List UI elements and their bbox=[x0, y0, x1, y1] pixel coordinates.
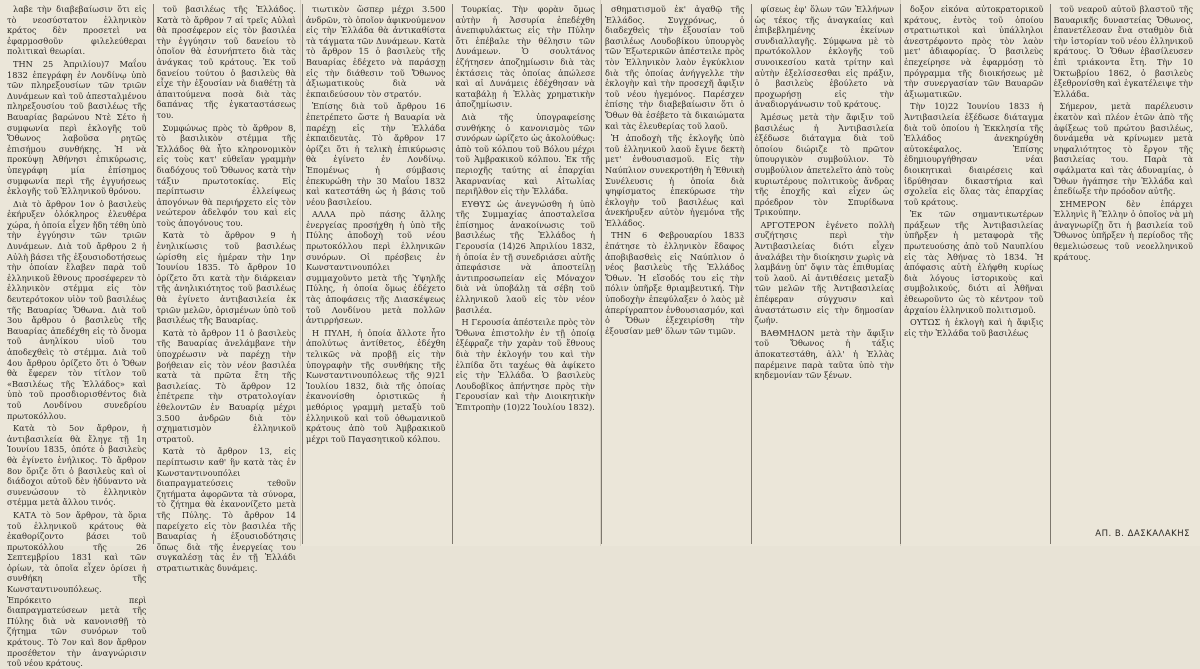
paragraph: ΣΗΜΕΡΟΝ δὲν ἐπάρχει Ἑλληνὶς ἢ Ἕλλην ὁ ὁποῖος νὰ μὴ ἀναγνωρίζῃ ὅτι ἡ βασιλεία τοῦ Ὄθωνος ὑπῆρξεν ἡ περίοδος τῆς θεμελιώσεως τοῦ νεοελληνικοῦ κράτους. bbox=[1053, 198, 1193, 262]
column-7 bbox=[900, 4, 1047, 544]
paragraph: Διὰ τὸ ἄρθρον 1ον ὁ βασιλεὺς ἐκήρυξεν ὁλόκληρος ἐλευθέρα χώρα, ἡ ὁποία εἶχεν ἤδη τέθη ὑπὸ τὴν ἐγγύησιν τῶν τριῶν Δυνάμεων. Διὰ τοῦ ἄρθρου 2 ἡ Αὐλὴ βάσει τῆς ἐξουσιοδοτήσεως τὴν ὁποίαν ἔλαβεν παρὰ τοῦ ἑλληνικοῦ ἔθνους προσέφερεν τὸ ἑλληνικὸν στέμμα εἰς τὸν δευτερότοκον υἱὸν τοῦ βασιλέως τῆς Βαυαρίας Ὄθωνα. Διὰ τοῦ 3ου ἄρθρου ὁ βασιλεὺς τῆς Βαυαρίας ἀπεδέχθη εἰς τὸ ὄνομα τοῦ ἀνηλίκου υἱοῦ του ἀποδεχθεὶς τὸ στέμμα. Διὰ τοῦ 4ου ἄρθρου ὁρίζετο ὅτι ὁ Ὄθων θὰ ἔφερεν τὸν τίτλον τοῦ «Βασιλέως τῆς Ἑλλάδος» καὶ ὑπὸ τοῦ προσδιορισθέντος διὰ τοῦ Λονδίνου συνεδρίου πρωτοκόλλου. bbox=[7, 198, 147, 421]
column-5 bbox=[601, 4, 748, 544]
author-signature: ΑΠ. Β. ΔΑΣΚΑΛΑΚΗΣ bbox=[1095, 529, 1190, 540]
paragraph: Συμφώνως πρὸς τὸ ἄρθρον 8, τὸ βασιλικὸν στέμμα τῆς Ἑλλάδος θὰ ἦτο κληρονομικὸν εἰς τοὺς κατ' εὐθεῖαν γραμμὴν διαδόχους τοῦ Ὄθωνος κατὰ τὴν τάξιν πρωτοτοκίας. Εἰς περίπτωσιν ἐλλείψεως ἀπογόνων θὰ περιήρχετο εἰς τὸν νεώτερον ἀδελφόν του καὶ εἰς τοὺς ἀπογόνους του. bbox=[156, 122, 296, 228]
paragraph: τοῦ νεαροῦ αὐτοῦ βλαστοῦ τῆς Βαυαρικῆς δυναστείας Ὄθωνος, ἐπανετέλεσαν ἕνα σταθμὸν διὰ τὴν ἱστορίαν τοῦ νέου ἑλληνικοῦ κράτους. Ὁ Ὄθων ἐβασίλευσεν ἐπὶ τριάκοντα ἔτη. Τὴν 10 Ὀκτωβρίου 1862, ὁ βασιλεὺς ἐξεθρονίσθη καὶ ἐγκατέλειψε τὴν Ἑλλάδα. bbox=[1053, 4, 1194, 99]
column-6 bbox=[751, 4, 898, 544]
column-2 bbox=[153, 4, 300, 573]
paragraph: Κατὰ τὸ ἄρθρον 9 ἡ ἐνηλικίωσις τοῦ βασιλέως ὡρίσθη εἰς ἡμέραν τὴν 1ην Ἰουνίου 1835. Τὸ ἄρθρον 10 ὁρίζετο ὅτι κατὰ τὴν διάρκειαν τῆς ἀνηλικιότητος τοῦ βασιλέως θὰ ἐγίνετο ἀντιβασιλεία ἐκ τριῶν μελῶν, ὁρισμένων ὑπὸ τοῦ βασιλέως τῆς Βαυαρίας. bbox=[156, 230, 296, 326]
paragraph: Κατὰ τὸ ἄρθρον 11 ὁ βασιλεὺς τῆς Βαυαρίας ἀνελάμβανε τὴν ὑποχρέωσιν νὰ παρέχῃ τὴν βοήθειαν εἰς τὸν νέον βασιλέα κατὰ τὰ πρῶτα ἔτη τῆς βασιλείας. Τὸ ἄρθρον 12 ἐπέτρεπε τὴν στρατολογίαν ἐθελοντῶν ἐν Βαυαρίᾳ μέχρι 3.500 ἀνδρῶν διὰ τὸν σχηματισμὸν ἑλληνικοῦ στρατοῦ. bbox=[156, 327, 296, 444]
paragraph: δοξον εἰκόνα αὐτοκρατορικοῦ κράτους, ἐντὸς τοῦ ὁποίου στρατιωτικοὶ καὶ ὑπάλληλοι ἀνεστρέφοντο πρὸς τὸν λαὸν μετ' ἀδιαφορίας. Ὁ βασιλεὺς ἐπεχείρησε νὰ ἐφαρμόσῃ τὸ πρόγραμμα τῆς διοικήσεως μὲ τὴν συνεργασίαν τῶν Βαυαρῶν ἀξιωματικῶν. bbox=[904, 4, 1044, 99]
paragraph: ΕΥΘΥΣ ὡς ἀνεγνώσθη ἡ ὑπὸ τῆς Συμμαχίας ἀποσταλεῖσα ἐπίσημος ἀνακοίνωσις τοῦ βασιλέως τῆς Ἑλλάδος ἡ Γερουσία (14)26 Ἀπριλίου 1832, ἡ ὁποία ἐν τῇ συνεδριάσει αὐτῆς ἀπεφάσισε νὰ ἀποστείλῃ ἀντιπροσωπείαν εἰς Μόναχον διὰ νὰ ὑποβάλῃ τὰ σέβη τοῦ ἑλληνικοῦ λαοῦ εἰς τὸν νέον βασιλέα. bbox=[455, 198, 595, 315]
paragraph: Η Γερουσία ἀπέστειλε πρὸς τὸν Ὄθωνα ἐπιστολὴν ἐν τῇ ὁποίᾳ ἐξέφραζε τὴν χαρὰν τοῦ ἔθνους διὰ τὴν ἐκλογήν του καὶ τὴν ἐλπίδα ὅτι ταχέως θὰ ἀφίκετο εἰς τὴν Ἑλλάδα. Ὁ βασιλεὺς Λουδοβῖκος ἀπήντησε πρὸς τὴν Γερουσίαν καὶ τὴν Διοικητικὴν Ἐπιτροπὴν (10)22 Ἰουλίου 1832). bbox=[455, 317, 595, 412]
paragraph: τοῦ βασιλέως τῆς Ἑλλάδος. Κατὰ τὸ ἄρθρον 7 αἱ τρεῖς Αὐλαὶ θὰ προσέφερον εἰς τὸν βασιλέα τὴν ἐγγύησιν τοῦ δανείου τὸ ὁποῖον θὰ ἐσυνήπτετο διὰ τὰς ἀνάγκας τοῦ κράτους. Ἐκ τοῦ δανείου τούτου ὁ βασιλεὺς θὰ εἶχε τὴν ἐξουσίαν νὰ διαθέτῃ τὰ ἀπαιτούμενα ποσὰ διὰ τὰς δαπάνας τῆς ἐγκαταστάσεως του. bbox=[156, 4, 296, 120]
article-body bbox=[4, 4, 1196, 669]
paragraph: ΤΗΝ 25 Ἀπριλίου)7 Μαΐου 1832 ἐπεγράφη ἐν Λονδίνῳ ὑπὸ τῶν πληρεξουσίων τῶν τριῶν Δυνάμεων καὶ τοῦ ἀπεσταλμένου πληρεξουσίου τοῦ βασιλέως τῆς Βαυαρίας βαρώνου Ντὲ Σέτο ἡ συμφωνία περὶ ἐκλογῆς τοῦ Ὄθωνος λαβοῦσα ρητῶς ἐπισήμου συνθήκης. Ἡ νὰ προκύψῃ Ἀθήνησι ἐπικύρωσις, ὑπεγράφη μία ἐπίσημος συμφωνία περὶ τῆς ἐγγυήσεως ἐκλογῆς τοῦ Ἑλληνικοῦ θρόνου. bbox=[7, 58, 147, 197]
paragraph: σθηματισμοῦ ἐκ' ἀγαθῷ τῆς Ἑλλάδος. Συγχρόνως, ὁ διαδεχθεὶς τὴν ἐξουσίαν τοῦ βασιλέως Λουδοβίκου ὑπουργὸς τῶν Ἐξωτερικῶν ἀπέστειλε πρὸς τὸν Ἑλληνικὸν λαὸν ἐγκύκλιον διὰ τῆς ὁποίας ἀνήγγελλε τὴν ἐκλογὴν καὶ τὴν προσεχῆ ἄφιξιν τοῦ νέου ἡγεμόνος. Παρέσχεν ἐπίσης τὴν διαβεβαίωσιν ὅτι ὁ Ὄθων θὰ ἐσέβετο τὰ δικαιώματα καὶ τὰς ἐλευθερίας τοῦ λαοῦ. bbox=[605, 4, 745, 131]
paragraph: φίσεως ἐφ' ὅλων τῶν Ἑλλήνων ὡς τέκος τῆς ἀναγκαίας καὶ ἐπιβεβλημένης ἐκείνων συνδιαλλαγῆς. Σύμφωνα μὲ τὸ πρωτόκολλον ἐκλογῆς τοῦ συνοικεσίου κατὰ τρίτην καὶ αὐτὴν ἐξελίσσεσθαι εἰς πράξιν, ὁ βασιλεὺς ἐβούλετο νὰ προχωρήσῃ εἰς τὴν ἀναδιοργάνωσιν τοῦ κράτους. bbox=[754, 4, 894, 110]
paragraph: ΑΛΛΑ πρὸ πάσης ἄλλης ἐνεργείας προσήχθη ἡ ὑπὸ τῆς Πύλης ἀποδοχὴ τοῦ νέου πρωτοκόλλου περὶ ἑλληνικῶν συνόρων. Οἱ πρέσβεις ἐν Κωνσταντινουπόλει συμμαχοῦντο μετὰ τῆς Ὑψηλῆς Πύλης, ἡ ὁποία ὅμως ἐδέχετο τὰς ἀποφάσεις τῆς Διασκέψεως τοῦ Λονδίνου μετὰ πολλῶν ἀντιρρήσεων. bbox=[306, 209, 446, 326]
paragraph: Τὴν 10)22 Ἰουνίου 1833 ἡ Ἀντιβασιλεία ἐξέδωσε διάταγμα διὰ τοῦ ὁποίου ἡ Ἐκκλησία τῆς Ἑλλάδος ἀνεκηρύχθη αὐτοκέφαλος. Ἐπίσης ἐδημιουργήθησαν νέαι διοικητικαὶ διαιρέσεις καὶ ἱδρύθησαν δικαστήρια καὶ σχολεῖα εἰς ὅλας τὰς ἐπαρχίας τοῦ κράτους. bbox=[904, 101, 1044, 207]
paragraph: ΑΡΓΟΤΕΡΟΝ ἐγένετο πολλὴ συζήτησις περὶ τὴν Ἀντιβασιλείας διότι εἶχεν ἀναλάβει τὴν διοίκησιν χωρὶς νὰ λαμβάνῃ ὑπ' ὄψιν τὰς ἐπιθυμίας τοῦ λαοῦ. Αἱ ἀντιθέσεις μεταξὺ τῶν μελῶν τῆς Ἀντιβασιλείας ἐπέφεραν σύγχυσιν καὶ ἀναστάτωσιν εἰς τὴν δημοσίαν ζωήν. bbox=[754, 219, 894, 326]
paragraph: Η ΠΥΛΗ, ἡ ὁποία ἄλλοτε ἦτο ἀπολύτως ἀντίθετος, ἐδέχθη τελικῶς νὰ προβῇ εἰς τὴν ὑπογραφὴν τῆς συνθήκης τῆς Κωνσταντινουπόλεως τῆς 9)21 Ἰουλίου 1832, διὰ τῆς ὁποίας ἐκανονίσθη ὁριστικῶς ἡ μεθόριος γραμμὴ μεταξὺ τοῦ ἑλληνικοῦ καὶ τοῦ ὀθωμανικοῦ κράτους ἀπὸ τοῦ Ἀμβρακικοῦ μέχρι τοῦ Παγασητικοῦ κόλπου. bbox=[306, 327, 446, 444]
paragraph: Ἐκ τῶν σημαντικωτέρων πράξεων τῆς Ἀντιβασιλείας ὑπῆρξεν ἡ μεταφορὰ τῆς πρωτευούσης ἀπὸ τοῦ Ναυπλίου εἰς τὰς Ἀθήνας τὸ 1834. Ἡ ἀπόφασις αὐτὴ ἐλήφθη κυρίως διὰ λόγους ἱστορικοὺς καὶ συμβολικούς, διότι αἱ Ἀθῆναι ἐθεωροῦντο ὡς τὸ κέντρον τοῦ ἀρχαίου ἑλληνικοῦ πολιτισμοῦ. bbox=[904, 209, 1044, 315]
paragraph: Ἐπίσης διὰ τοῦ ἄρθρου 16 ἐπετρέπετο ὥστε ἡ Βαυαρία νὰ παρέχῃ εἰς τὴν Ἑλλάδα ἐκπαιδευτὰς. Τὸ ἄρθρον 17 ὁρίζει ὅτι ἡ τελικὴ ἐπικύρωσις θὰ ἐγίνετο ἐν Λονδίνῳ. Ἑπομένως ἡ σύμβασις ἐπεκυρώθη τὴν 30 Μαΐου 1832 καὶ κατεστάθη ὡς ἡ βάσις τοῦ νέου βασιλείου. bbox=[306, 101, 446, 207]
paragraph: λαβε τὴν διαβεβαίωσιν ὅτι εἰς τὸ νεοσύστατον ἑλληνικὸν κράτος δὲν προσετεὶ να ἐφαρμοσθοῦν φιλελεύθεραι πολιτικαὶ θεωρίαι. bbox=[7, 4, 147, 57]
paragraph: τιωτικὸν ὥσπερ μέχρι 3.500 ἀνδρῶν, τὸ ὁποῖον ἀφικνούμενον εἰς τὴν Ἑλλάδα θὰ ἀντικαθίστα τὰ τάγματα τῶν Δυνάμεων. Κατὰ τὸ ἄρθρον 15 ὁ βασιλεὺς τῆς Βαυαρίας ἐδέχετο νὰ παράσχῃ εἰς τὴν διάθεσιν τοῦ Ὄθωνος ἀξιωματικοὺς διὰ νὰ ἐκπαιδεύσουν τὸν στρατόν. bbox=[306, 4, 446, 99]
column-8 bbox=[1050, 4, 1197, 544]
paragraph: Κατὰ τὸ 5ον ἄρθρον, ἡ ἀντιβασιλεία θὰ ἔληγε τῇ 1η Ἰουνίου 1835, ὁπότε ὁ βασιλεὺς θὰ ἐγίνετο ἐνήλικος. Τὸ ἄρθρον 8ον ὅριζε ὅτι ὁ βασιλεὺς καὶ οἱ διάδοχοι αὐτοῦ δὲν ἠδύναντο νὰ συνενώσουν τὸ ἑλληνικὸν στέμμα μετὰ ἄλλου τινός. bbox=[7, 423, 147, 508]
paragraph: Ἀμέσως μετὰ τὴν ἄφιξιν τοῦ βασιλέως ἡ Ἀντιβασιλεία ἐξέδωσε διάταγμα διὰ τοῦ ὁποίου διώριζε τὸ πρῶτον ὑπουργικὸν συμβούλιον. Τὸ συμβούλιον ἀπετελεῖτο ἀπὸ τοὺς κυριωτέρους πολιτικοὺς ἄνδρας τῆς ἐποχῆς καὶ εἶχεν ὡς πρόεδρον τὸν Σπυρίδωνα Τρικούπην. bbox=[754, 111, 894, 218]
paragraph: ΒΑΘΜΗΔΟΝ μετὰ τὴν ἄφιξιν τοῦ Ὄθωνος ἡ τάξις ἀποκατεστάθη, ἀλλ' ἡ Ἑλλὰς παρέμεινε παρὰ ταῦτα ὑπὸ τὴν κηδεμονίαν τῶν ξένων. bbox=[754, 327, 894, 381]
paragraph: ΚΑΤΑ τὸ 5ον ἄρθρον, τὰ ὅρια τοῦ ἑλληνικοῦ κράτους θὰ ἐκαθορίζοντο βάσει τοῦ πρωτοκόλλου τῆς 26 Σεπτεμβρίου 1831 καὶ τῶν ὁρίων, τὰ ὁποῖα εἶχεν ὁρίσει ἡ συνθήκη τῆς Κωνσταντινουπόλεως. Ἐπρόκειτο περὶ διαπραγματεύσεων μετὰ τῆς Πύλης διὰ νὰ κανονισθῇ τὸ ζήτημα τῶν συνόρων τοῦ κράτους. Τὸ 7ον καὶ 8ον ἄρθρον προσέθετον τὴν ἀναγνώρισιν τοῦ νέου κράτους. bbox=[7, 509, 147, 669]
paragraph: Κατὰ τὸ ἄρθρον 13, εἰς περίπτωσιν καθ' ἣν κατὰ τὰς ἐν Κωνσταντινουπόλει διαπραγματεύσεις τεθοῦν ζητήματα ἀφορῶντα τὰ σύνορα, τὸ ζήτημα θὰ ἐκανονίζετο μετὰ τῆς Πύλης. Τὸ ἄρθρον 14 παρείχετο εἰς τὸν βασιλέα τῆς Βαυαρίας ἡ ἐξουσιοδότησις ὅπως διὰ τῆς ἐνεργείας του συγκαλέσῃ τὰς ἐν τῇ Ἑλλάδι στρατιωτικὰς δυνάμεις. bbox=[156, 446, 296, 573]
column-3 bbox=[302, 4, 449, 544]
paragraph: ΟΥΤΩΣ ἡ ἐκλογὴ καὶ ἡ ἄφιξις εἰς τὴν Ἑλλάδα τοῦ βασιλέως bbox=[904, 317, 1044, 338]
paragraph: Διὰ τῆς ὑπογραφείσης συνθήκης ὁ κανονισμὸς τῶν συνόρων ὡρίζετο ὡς ἀκολούθως: ἀπὸ τοῦ κόλπου τοῦ Βόλου μέχρι τοῦ Ἀμβρακικοῦ κόλπου. Ἐκ τῆς περιοχῆς ταύτης αἱ ἐπαρχίαι Ἀκαρνανίας καὶ Αἰτωλίας περιῆλθον εἰς τὴν Ἑλλάδα. bbox=[455, 111, 595, 197]
paragraph: Τουρκίας. Τὴν φορὰν ὅμως αὐτὴν ἡ Ἀσσυρία ἐπεδέχθη ἀνεπιφυλάκτως εἰς τὴν Πύλην ὅτι ἐπέβαλε τὴν θέλησιν τῶν Δυνάμεων. Ὁ σουλτάνος ἐζήτησεν ἀποζημίωσιν διὰ τὰς ἐκτάσεις τὰς ὁποίας ἀπώλεσε καὶ αἱ Δυνάμεις ἐδέχθησαν νὰ καταβάλῃ ἡ Ἑλλὰς χρηματικὴν ἀποζημίωσιν. bbox=[455, 4, 595, 110]
paragraph: Ἡ ἀποδοχὴ τῆς ἐκλογῆς ὑπὸ τοῦ ἑλληνικοῦ λαοῦ ἔγινε δεκτὴ μετ' ἐνθουσιασμοῦ. Εἰς τὴν Ναύπλιον συνεκροτήθη ἡ Ἐθνικὴ Συνέλευσις ἡ ὁποία διὰ ψηφίσματος ἐπεκύρωσε τὴν ἐκλογὴν τοῦ βασιλέως καὶ ἀνεκήρυξεν αὐτὸν ἡγεμόνα τῆς Ἑλλάδος. bbox=[605, 133, 745, 228]
paragraph: Σήμερον, μετὰ παρέλευσιν ἑκατὸν καὶ πλέον ἐτῶν ἀπὸ τῆς ἀφίξεως τοῦ πρώτου βασιλέως, δυνάμεθα νὰ κρίνωμεν μετὰ νηφαλιότητος τὸ ἔργον τῆς βασιλείας του. Παρὰ τὰ σφάλματα καὶ τὰς ἀδυναμίας, ὁ Ὄθων ἠγάπησε τὴν Ἑλλάδα καὶ ἐπεδίωξε τὴν πρόοδον αὐτῆς. bbox=[1053, 101, 1193, 197]
column-1 bbox=[4, 4, 150, 669]
paragraph: ΤΗΝ 6 Φεβρουαρίου 1833 ἐπάτησε τὸ ἑλληνικὸν ἔδαφος ἀποβιβασθεὶς εἰς Ναύπλιον ὁ νέος βασιλεὺς τῆς Ἑλλάδος Ὄθων. Ἡ εἴσοδός του εἰς τὴν πόλιν ὑπῆρξε θριαμβευτική. Τὴν ὑποδοχὴν ἐπεφύλαξεν ὁ λαὸς μὲ ἀπερίγραπτον ἐνθουσιασμόν, καὶ ὁ Ὄθων ἐξεχειρίσθη τὴν ἐξουσίαν μεθ' ὅλων τῶν τιμῶν. bbox=[605, 230, 745, 336]
column-4 bbox=[452, 4, 599, 544]
